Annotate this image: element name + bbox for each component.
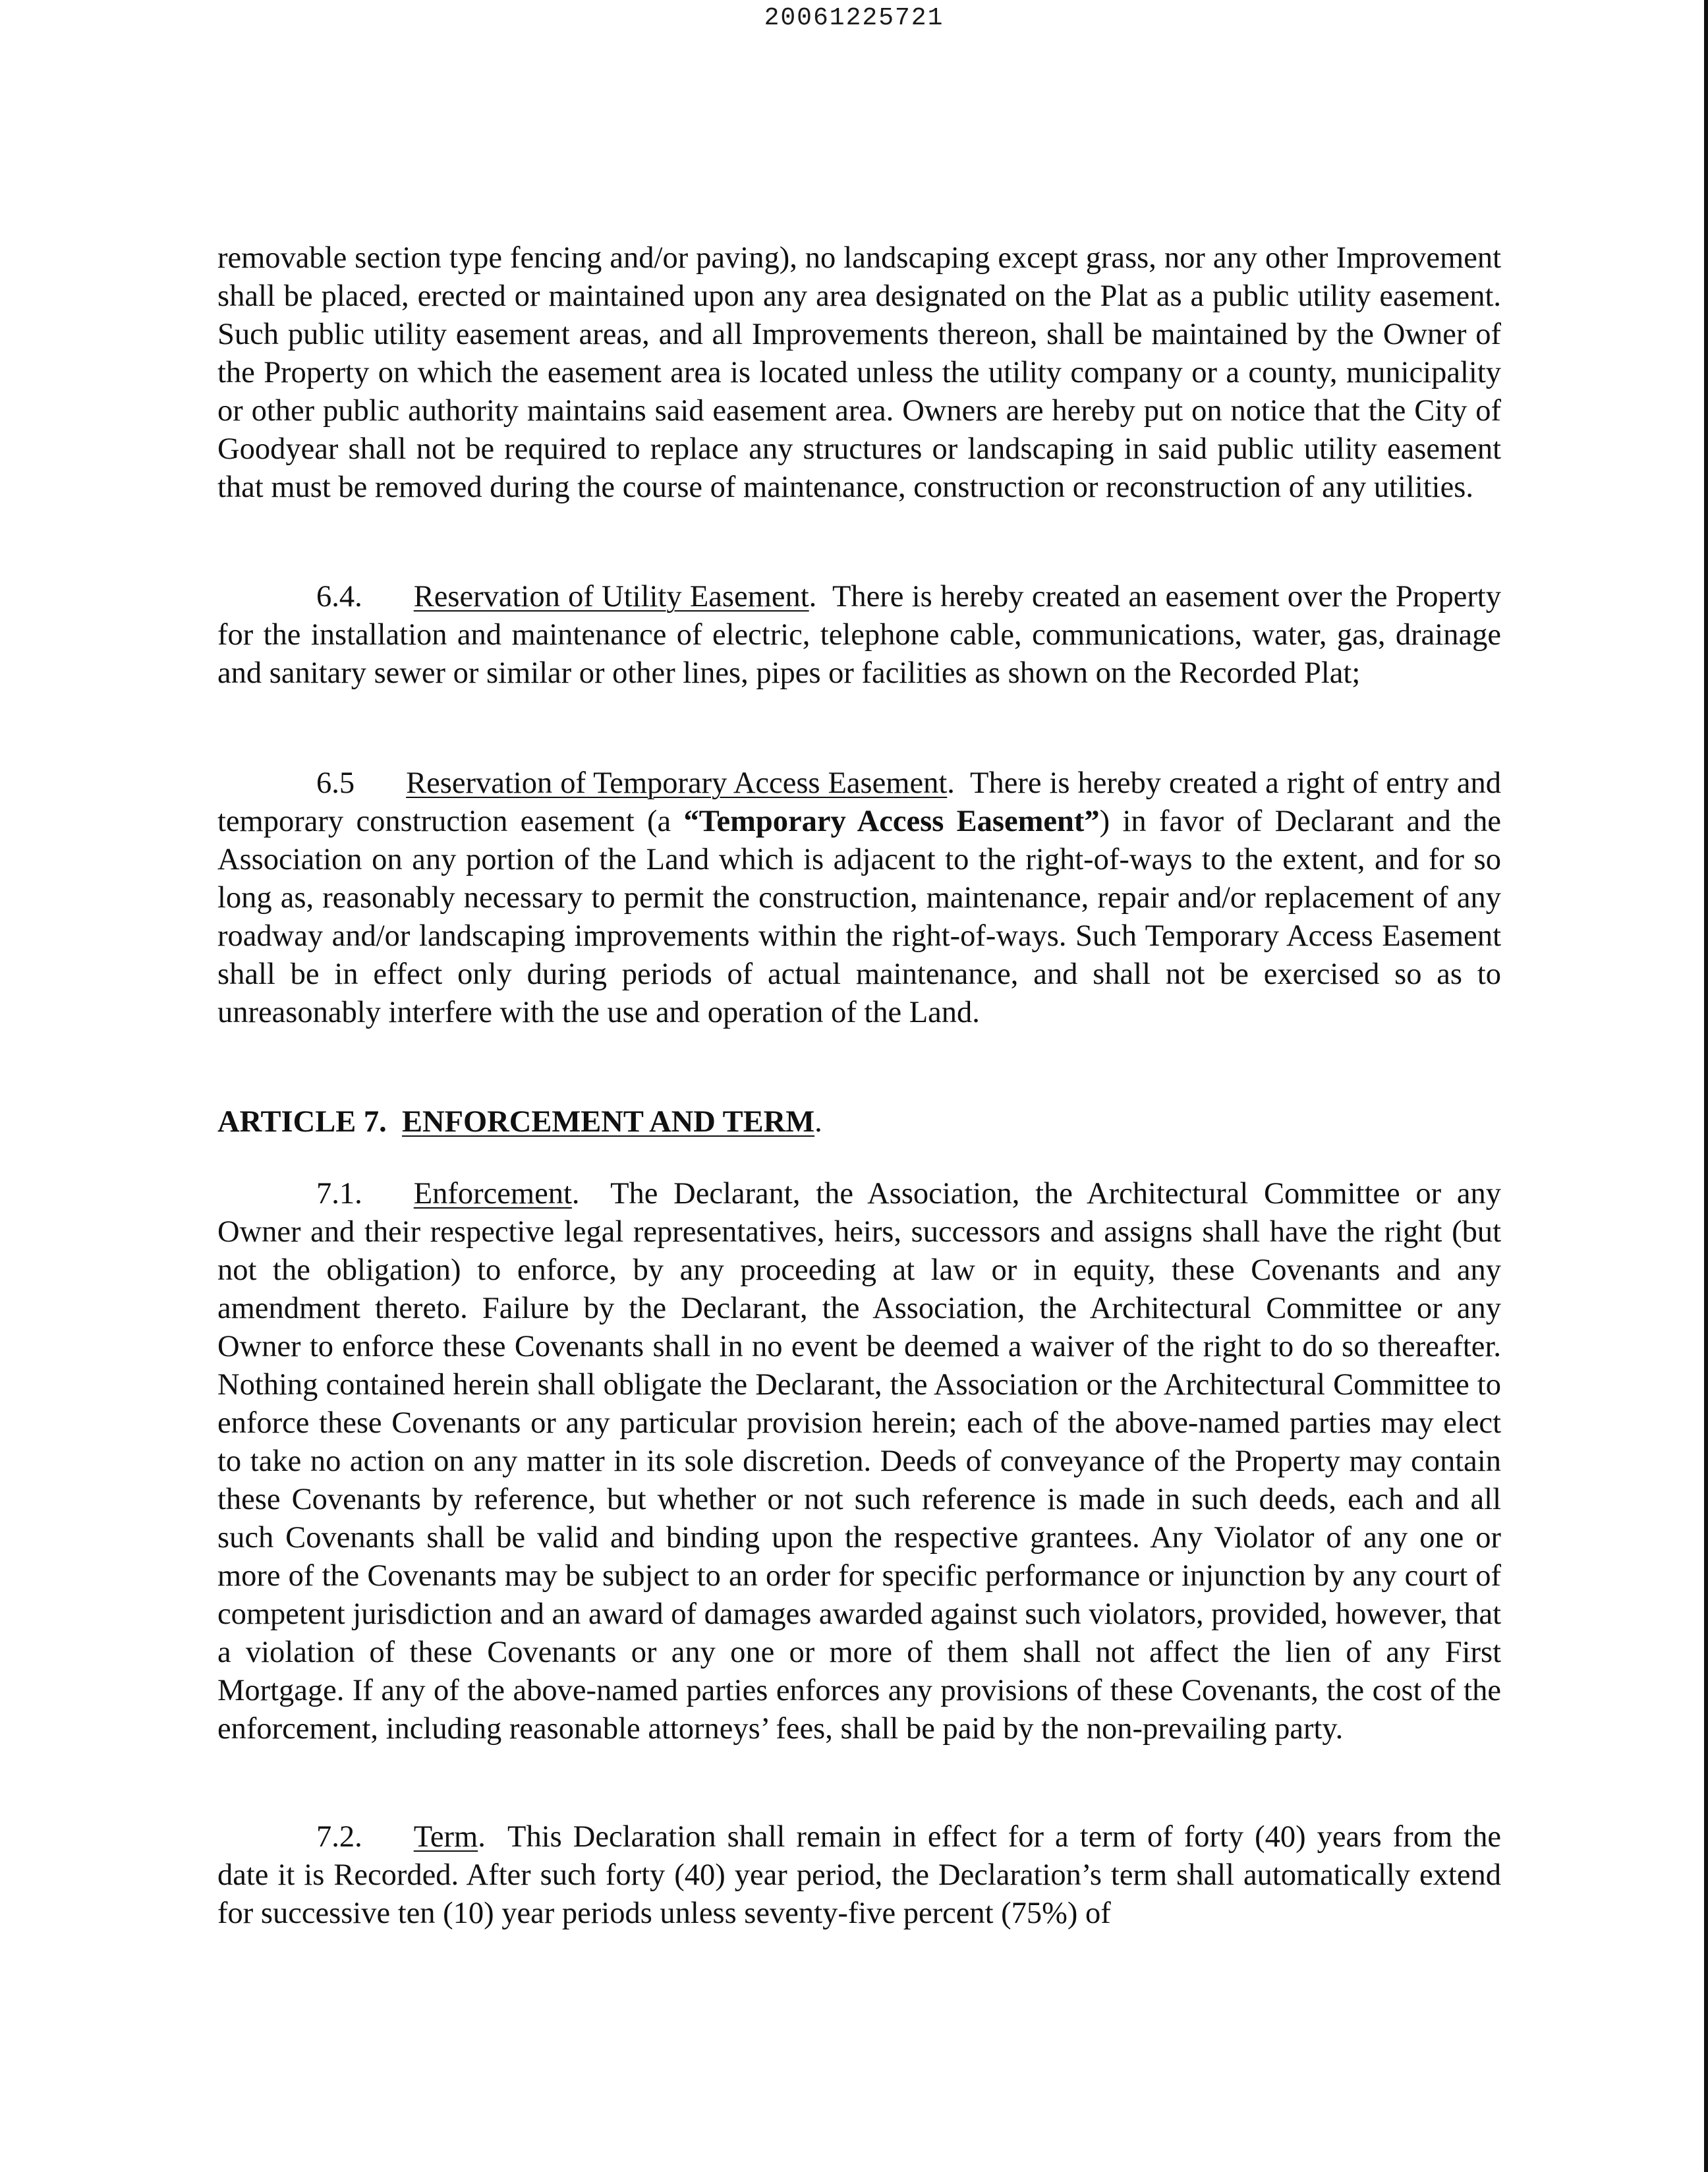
continuation-text: removable section type fencing and/or paving), no landscaping except grass, nor any other Improvement shall be placed, erected or maintained upon any area designated on the Plat as a public utility easement. Such public utility easement areas, and all Improvements thereon, shall be maintained by the Owner of the Property on which the easement area is located unless the utility company or a county, municipality or other public authority maintains said easement area. Owners are hereby put on notice that the City of Goodyear shall not be required to replace any structures or landscaping in said public utility easement that must be removed during the course of maintenance, construction or reconstruction of any utilities. bbox=[217, 241, 1501, 504]
section-6-4-body: There is hereby created an easement over the Property for the installation and maintenance of electric, telephone cable, communications, water, gas, drainage and sanitary sewer or similar or other lines, pipes or facilities as shown on the Recorded Plat; bbox=[217, 580, 1501, 690]
section-7-1-number: 7.1. bbox=[316, 1177, 362, 1211]
article-7-title: ENFORCEMENT AND TERM bbox=[402, 1105, 815, 1139]
temporary-access-easement-term: “Temporary Access Easement” bbox=[683, 805, 1100, 838]
continuation-paragraph bbox=[217, 239, 1501, 507]
section-7-2-number: 7.2. bbox=[316, 1820, 362, 1854]
section-6-5-body-a: There is hereby created a right of entry and temporary construction easement (a bbox=[217, 766, 1501, 838]
section-7-2-title: Term bbox=[413, 1820, 478, 1854]
document-number: 20061225721 bbox=[764, 4, 944, 32]
section-6-4: 6.4. Reservation of Utility Easement. There is hereby created an easement over the Property for the installation and maintenance of electric, telephone cable, communications, water, gas, drainage and sanitary sewer or similar or other lines, pipes or facilities as shown on the Recorded Plat; bbox=[217, 580, 1501, 690]
section-6-5-body-b: ) in favor of Declarant and the Association on any portion of the Land which is adjacent to the right-of-ways to the extent, and for so long as, reasonably necessary to permit the construction, maintenance, repair and/or replacement of any roadway and/or landscaping improvements within the right-of-ways. Such Temporary Access Easement shall be in effect only during periods of actual maintenance, and shall not be exercised so as to unreasonably interfere with the use and operation of the Land. bbox=[217, 805, 1501, 1029]
article-7-heading: ARTICLE 7. ENFORCEMENT AND TERM. bbox=[217, 1105, 822, 1139]
section-7-2: 7.2. Term. This Declaration shall remain in effect for a term of forty (40) years from the date it is Recorded. After such forty (40) year period, the Declaration’s term shall automatically extend for successive ten (10) year periods unless seventy-five percent (75%) of bbox=[217, 1820, 1501, 1930]
section-7-1-title: Enforcement bbox=[413, 1177, 572, 1211]
scan-edge-border bbox=[1704, 0, 1708, 2172]
section-7-2-body: This Declaration shall remain in effect for a term of forty (40) years from the date it is Recorded. After such forty (40) year period, the Declaration’s term shall automatically extend for successive ten (10) year periods unless seventy-five percent (75%) of bbox=[217, 1820, 1501, 1930]
section-6-4-title: Reservation of Utility Easement bbox=[413, 580, 809, 614]
section-6-4-number: 6.4. bbox=[316, 580, 362, 614]
section-7-1: 7.1. Enforcement. The Declarant, the Association, the Architectural Committee or any Owner and their respective legal representatives, heirs, successors and assigns shall have the right (but not the obligation) to enforce, by any proceeding at law or in equity, these Covenants and any amendment thereto. Failure by the Declarant, the Association, the Architectural Committee or any Owner to enforce these Covenants shall in no event be deemed a waiver of the right to do so thereafter. Nothing contained herein shall obligate the Declarant, the Association or the Architectural Committee to enforce these Covenants or any particular provision herein; each of the above-named parties may elect to take no action on any matter in its sole discretion. Deeds of conveyance of the Property may contain these Covenants by reference, but whether or not such reference is made in such deeds, each and all such Covenants shall be valid and binding upon the respective grantees. Any Violator of any one or more of the Covenants may be subject to an order for specific performance or injunction by any court of competent jurisdiction and an award of damages awarded against such violators, provided, however, that a violation of these Covenants or any one or more of them shall not affect the lien of any First Mortgage. If any of the above-named parties enforces any provisions of these Covenants, the cost of the enforcement, including reasonable attorneys’ fees, shall be paid by the non-prevailing party. bbox=[217, 1177, 1501, 1746]
section-6-5-number: 6.5 bbox=[316, 766, 355, 800]
section-7-1-body: The Declarant, the Association, the Architectural Committee or any Owner and their respective legal representatives, heirs, successors and assigns shall have the right (but not the obligation) to enforce, by any proceeding at law or in equity, these Covenants and any amendment thereto. Failure by the Declarant, the Association, the Architectural Committee or any Owner to enforce these Covenants shall in no event be deemed a waiver of the right to do so thereafter. Nothing contained herein shall obligate the Declarant, the Association or the Architectural Committee to enforce these Covenants or any particular provision herein; each of the above-named parties may elect to take no action on any matter in its sole discretion. Deeds of conveyance of the Property may contain these Covenants by reference, but whether or not such reference is made in such deeds, each and all such Covenants shall be valid and binding upon the respective grantees. Any Violator of any one or more of the Covenants may be subject to an order for specific performance or injunction by any court of competent jurisdiction and an award of damages awarded against such violators, provided, however, that a violation of these Covenants or any one or more of them shall not affect the lien of any First Mortgage. If any of the above-named parties enforces any provisions of these Covenants, the cost of the enforcement, including reasonable attorneys’ fees, shall be paid by the non-prevailing party. bbox=[217, 1177, 1501, 1746]
article-7-label: ARTICLE 7. bbox=[217, 1105, 387, 1139]
section-6-5-title: Reservation of Temporary Access Easement bbox=[406, 766, 948, 800]
section-6-5: 6.5 Reservation of Temporary Access Easement. There is hereby created a right of entry and temporary construction easement (a “Temporary Access Easement”) in favor of Declarant and the Association on any portion of the Land which is adjacent to the right-of-ways to the extent, and for so long as, reasonably necessary to permit the construction, maintenance, repair and/or replacement of any roadway and/or landscaping improvements within the right-of-ways. Such Temporary Access Easement shall be in effect only during periods of actual maintenance, and shall not be exercised so as to unreasonably interfere with the use and operation of the Land. bbox=[217, 766, 1501, 1029]
